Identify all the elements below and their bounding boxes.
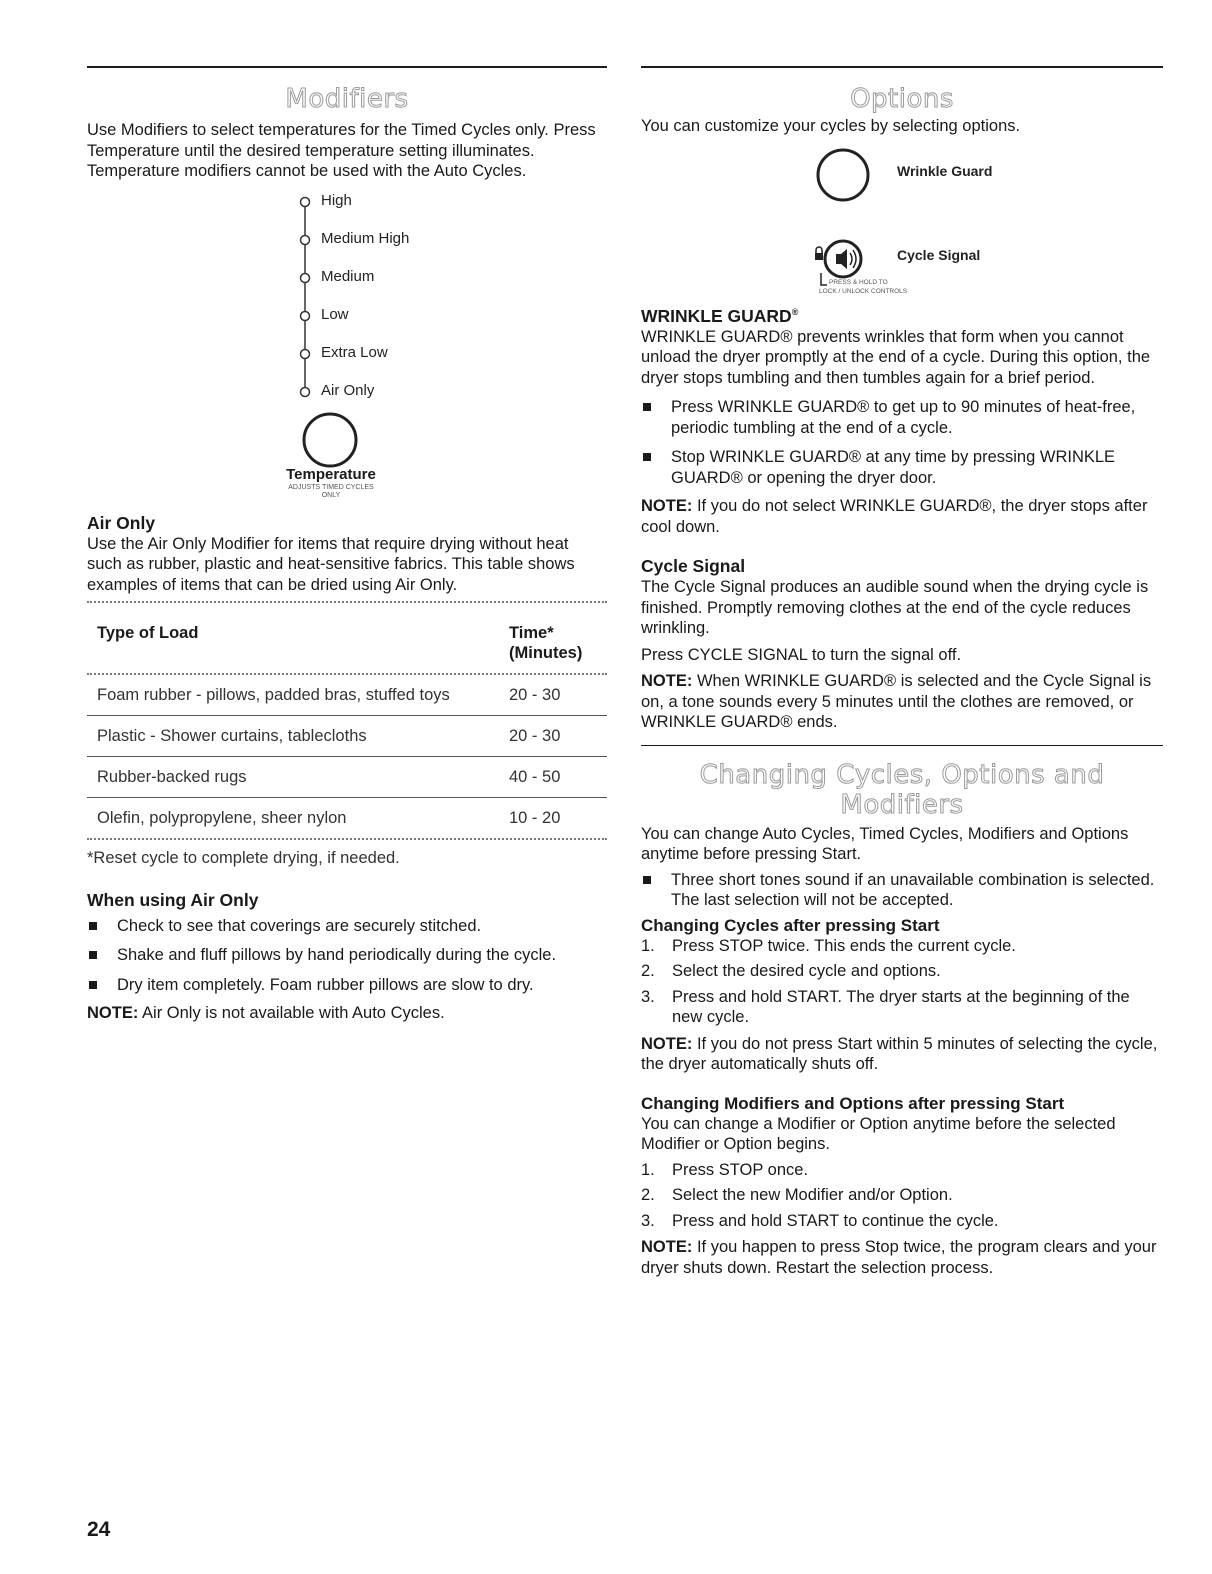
- table-row: [87, 757, 607, 797]
- when-air-only-list: [87, 916, 607, 996]
- list-item: Press WRINKLE GUARD® to get up to 90 minutes of heat-free, periodic tumbling at the end of a cycle.: [641, 397, 1163, 438]
- table-cell-load: Rubber-backed rugs: [97, 768, 247, 786]
- note-label: NOTE:: [87, 1004, 139, 1022]
- list-item: Stop WRINKLE GUARD® at any time by pressing WRINKLE GUARD® or opening the dryer door.: [641, 447, 1163, 488]
- step-item: [641, 1160, 1163, 1181]
- changing-modifiers-note: [641, 1237, 1163, 1278]
- note-text: When WRINKLE GUARD® is selected and the Cycle Signal is on, a tone sounds every 5 minutes until the clothes are removed, or WRINKLE GUARD® ends.: [641, 672, 1152, 731]
- note-text: If you do not press Start within 5 minutes of selecting the cycle, the dryer automatically shuts off.: [641, 1034, 1158, 1073]
- changing-title: Changing Cycles, Options and Modifiers: [699, 759, 1105, 820]
- table-cell-time: 40 - 50: [509, 768, 561, 786]
- step-item: [641, 961, 1163, 982]
- table-row: [87, 798, 607, 838]
- table-top-rule: [87, 601, 607, 603]
- table-footnote: *Reset cycle to complete drying, if needed.: [87, 849, 400, 867]
- step-item: [641, 936, 1163, 957]
- options-intro: You can customize your cycles by selecting options.: [641, 117, 1021, 135]
- step-item: [641, 1185, 1163, 1206]
- step-text: Press and hold START. The dryer starts at the beginning of the new cycle.: [672, 987, 1130, 1026]
- options-section: [641, 66, 1163, 1278]
- table-row: [87, 716, 607, 756]
- changing-cycles-heading: Changing Cycles after pressing Start: [641, 915, 940, 935]
- air-only-table-body: [87, 675, 607, 838]
- changing-modifiers-heading: Changing Modifiers and Options after pressing Start: [641, 1093, 1065, 1113]
- col-time-line1: Time*: [509, 624, 554, 642]
- col-time: [499, 613, 607, 673]
- page-number: 24: [87, 1518, 111, 1541]
- step-text: Select the desired cycle and options.: [672, 962, 941, 980]
- wrinkle-guard-button-label: Wrinkle Guard: [897, 162, 993, 179]
- note-label: NOTE:: [641, 497, 693, 515]
- list-item: Check to see that coverings are securely stitched.: [87, 916, 607, 937]
- temperature-diagram: [286, 188, 497, 499]
- temperature-button-sub1: ADJUSTS TIMED CYCLES: [288, 483, 374, 491]
- table-cell-time: 10 - 20: [509, 809, 561, 827]
- temp-level-extra-low: Extra Low: [321, 343, 388, 361]
- changing-cycles-steps: [641, 936, 1163, 1028]
- wrinkle-guard-list: [641, 397, 1163, 488]
- note-label: NOTE:: [641, 1034, 693, 1053]
- step-text: Press STOP once.: [672, 1160, 809, 1179]
- top-rule: [87, 66, 607, 68]
- step-number: 1.: [641, 936, 655, 955]
- table-bottom-rule: [87, 838, 607, 840]
- step-text: Press STOP twice. This ends the current cycle.: [672, 936, 1016, 955]
- step-text: Select the new Modifier and/or Option.: [672, 1186, 953, 1204]
- step-number: 1.: [641, 1160, 655, 1179]
- temp-level-low: Low: [321, 305, 349, 323]
- options-buttons-diagram: [641, 137, 1163, 305]
- modifiers-intro: Use Modifiers to select temperatures for the Timed Cycles only. Press Temperature until the desired temperature setting illuminates. Temperature modifiers cannot be used with the Auto Cycles.: [87, 121, 596, 180]
- note-text: If you happen to press Stop twice, the program clears and your dryer shuts down. Restart the selection process.: [641, 1238, 1157, 1277]
- note-label: NOTE:: [641, 1238, 693, 1256]
- list-item: Three short tones sound if an unavailable combination is selected. The last selection will not be accepted.: [641, 870, 1163, 911]
- step-number: 2.: [641, 1186, 655, 1204]
- temp-level-air-only: Air Only: [321, 381, 375, 399]
- cycle-signal-text: The Cycle Signal produces an audible sound when the drying cycle is finished. Promptly removing clothes at the end of the cycle reduces wrinkling.: [641, 578, 1149, 637]
- cycle-signal-heading: Cycle Signal: [641, 556, 746, 576]
- step-number: 3.: [641, 987, 655, 1006]
- step-item: [641, 987, 1163, 1028]
- note-text: If you do not select WRINKLE GUARD®, the dryer stops after cool down.: [641, 497, 1148, 536]
- col-time-line2: (Minutes): [509, 644, 583, 662]
- cycle-signal-note: [641, 671, 1163, 733]
- when-air-only-heading: When using Air Only: [87, 889, 259, 910]
- options-title: Options: [850, 84, 954, 114]
- wrinkle-guard-heading: WRINKLE GUARD®: [641, 305, 799, 326]
- step-number: 3.: [641, 1211, 655, 1230]
- table-cell-load: Plastic - Shower curtains, tablecloths: [97, 727, 367, 745]
- cycle-signal-press: Press CYCLE SIGNAL to turn the signal off.: [641, 645, 962, 664]
- temp-level-high: High: [321, 191, 352, 209]
- top-rule: [641, 66, 1163, 68]
- note-label: NOTE:: [641, 672, 693, 690]
- changing-cycles-note: [641, 1034, 1163, 1075]
- air-only-note: [87, 1003, 607, 1024]
- step-item: [641, 1211, 1163, 1232]
- temp-level-medium-high: Medium High: [321, 229, 410, 247]
- table-header-row: [87, 613, 607, 673]
- wrinkle-guard-note: [641, 496, 1163, 537]
- note-text: Air Only is not available with Auto Cycles.: [142, 1004, 445, 1022]
- cycle-signal-sub1: PRESS & HOLD TO: [829, 278, 888, 286]
- air-only-table: [87, 613, 607, 673]
- table-cell-load: Foam rubber - pillows, padded bras, stuffed toys: [97, 686, 450, 704]
- cycle-signal-button-label: Cycle Signal: [897, 246, 981, 263]
- list-item: Shake and fluff pillows by hand periodically during the cycle.: [87, 945, 607, 966]
- changing-modifiers-steps: [641, 1160, 1163, 1232]
- changing-modifiers-text: You can change a Modifier or Option anytime before the selected Modifier or Option begins.: [641, 1114, 1116, 1153]
- list-item: Dry item completely. Foam rubber pillows are slow to dry.: [87, 975, 607, 996]
- temperature-button-label: Temperature: [286, 465, 376, 483]
- table-row: [87, 675, 607, 715]
- table-cell-load: Olefin, polypropylene, sheer nylon: [97, 809, 347, 827]
- step-number: 2.: [641, 962, 655, 980]
- wrinkle-guard-text: WRINKLE GUARD® prevents wrinkles that form when you cannot unload the dryer promptly at the end of a cycle. During this option, the dryer stops tumbling and then tumbles again for a brief period.: [641, 327, 1151, 387]
- changing-rule: [641, 745, 1163, 746]
- modifiers-section: [87, 66, 607, 1024]
- modifiers-title: Modifiers: [285, 84, 409, 114]
- changing-list: [641, 870, 1163, 911]
- table-cell-time: 20 - 30: [509, 686, 561, 704]
- cycle-signal-sub2: LOCK / UNLOCK CONTROLS: [819, 287, 908, 295]
- col-type-of-load: Type of Load: [97, 624, 199, 642]
- table-cell-time: 20 - 30: [509, 727, 561, 745]
- wrinkle-guard-heading-text: WRINKLE GUARD: [641, 305, 792, 326]
- air-only-text: Use the Air Only Modifier for items that require drying without heat such as rubber, plastic and heat-sensitive fabrics. This table shows examples of items that can be dried using Air Only.: [87, 534, 575, 594]
- air-only-heading: Air Only: [87, 512, 156, 533]
- temperature-button-sub2: ONLY: [321, 491, 341, 499]
- temp-level-medium: Medium: [321, 267, 375, 285]
- changing-intro: You can change Auto Cycles, Timed Cycles, Modifiers and Options anytime before pressing Start.: [641, 824, 1129, 863]
- step-text: Press and hold START to continue the cycle.: [672, 1211, 999, 1230]
